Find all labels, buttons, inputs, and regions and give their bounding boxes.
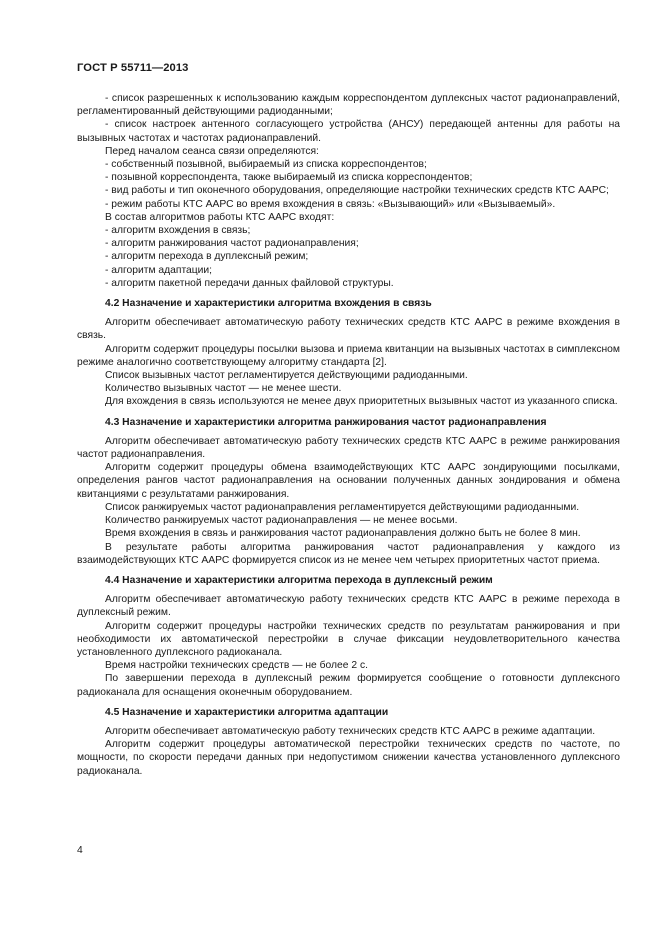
paragraph: Алгоритм обеспечивает автоматическую работу технических средств КТС ААРС в режиме ранжирования частот радионаправления. xyxy=(77,435,620,461)
paragraph: Для вхождения в связь используются не менее двух приоритетных вызывных частот из указанного списка. xyxy=(105,396,618,408)
paragraph: В результате работы алгоритма ранжирования частот радионаправления у каждого из взаимодействующих КТС ААРС формируется список из не менее чем четырех приоритетных частот приема. xyxy=(77,541,620,566)
section-heading: 4.2 Назначение и характеристики алгоритма вхождения в связь xyxy=(105,298,432,310)
paragraph: Список ранжируемых частот радионаправления регламентируется действующими радиоданными. xyxy=(105,501,580,513)
list-item: - алгоритм адаптации; xyxy=(105,264,213,276)
list-item: - алгоритм ранжирования частот радионаправления; xyxy=(105,238,359,250)
page-body xyxy=(77,92,620,778)
list-item: - режим работы КТС ААРС во время вхождения в связь: «Вызывающий» или «Вызываемый». xyxy=(105,198,556,210)
list-item: - список разрешенных к использованию каждым корреспондентом дуплексных частот радионаправлений, регламентированный действующими радиоданными; xyxy=(77,93,620,118)
paragraph: Перед началом сеанса связи определяются: xyxy=(105,145,319,157)
list-item: - вид работы и тип оконечного оборудования, определяющие настройки технических средств КТС ААРС; xyxy=(105,185,609,197)
document-header: ГОСТ Р 55711—2013 xyxy=(77,62,189,74)
paragraph: Алгоритм содержит процедуры обмена взаимодействующих КТС ААРС зондирующими посылками, определения рангов частот радионаправления на основании полученных данных зондирования и обмена квитанциями с результатами ранжирования. xyxy=(77,462,620,500)
paragraph: Количество вызывных частот — не менее шести. xyxy=(105,383,342,395)
section-heading: 4.3 Назначение и характеристики алгоритма ранжирования частот радионаправления xyxy=(105,416,547,428)
paragraph: Количество ранжируемых частот радионаправления — не менее восьми. xyxy=(105,515,458,527)
paragraph: Время вхождения в связь и ранжирования частот радионаправления должно быть не более 8 мин. xyxy=(105,528,581,540)
section-heading: 4.5 Назначение и характеристики алгоритма адаптации xyxy=(105,706,389,718)
paragraph: Алгоритм обеспечивает автоматическую работу технических средств КТС ААРС в режиме адаптации. xyxy=(105,725,596,737)
paragraph: Алгоритм содержит процедуры автоматической перестройки технических средств по частоте, по мощности, по скорости передачи данных при недопустимом снижении качества установленного дуплексного радиоканала. xyxy=(77,739,620,777)
list-item: - алгоритм пакетной передачи данных файловой структуры. xyxy=(105,277,394,289)
paragraph: В состав алгоритмов работы КТС ААРС входят: xyxy=(105,211,335,223)
paragraph: По завершении перехода в дуплексный режим формируется сообщение о готовности дуплексного радиоканала для оснащения оконечным оборудованием. xyxy=(77,673,620,698)
paragraph: Список вызывных частот регламентируется действующими радиоданными. xyxy=(105,370,468,382)
paragraph: Алгоритм обеспечивает автоматическую работу технических средств КТС ААРС в режиме вхождения в связь. xyxy=(77,317,620,342)
list-item: - собственный позывной, выбираемый из списка корреспондентов; xyxy=(105,159,427,171)
list-item: - позывной корреспондента, также выбираемый из списка корреспондентов; xyxy=(105,172,473,184)
page-number: 4 xyxy=(77,845,83,856)
section-heading: 4.4 Назначение и характеристики алгоритма перехода в дуплексный режим xyxy=(105,574,493,586)
list-item: - список настроек антенного согласующего устройства (АНСУ) передающей антенны для работы на вызывных частотах и частотах радионаправлений. xyxy=(77,119,620,144)
paragraph: Время настройки технических средств — не более 2 с. xyxy=(105,660,368,672)
paragraph: Алгоритм обеспечивает автоматическую работу технических средств КТС ААРС в режиме перехода в дуплексный режим. xyxy=(77,594,620,619)
list-item: - алгоритм перехода в дуплексный режим; xyxy=(105,251,309,263)
paragraph: Алгоритм содержит процедуры посылки вызова и приема квитанции на вызывных частотах в симплексном режиме аналогично соответствующему алгоритму стандарта [2]. xyxy=(77,343,620,368)
list-item: - алгоритм вхождения в связь; xyxy=(105,225,251,237)
paragraph: Алгоритм содержит процедуры настройки технических средств по результатам ранжирования и при необходимости их автоматической перестройки в случае фиксации неудовлетворительного качества установленного дуплексного радиоканала. xyxy=(77,620,620,658)
